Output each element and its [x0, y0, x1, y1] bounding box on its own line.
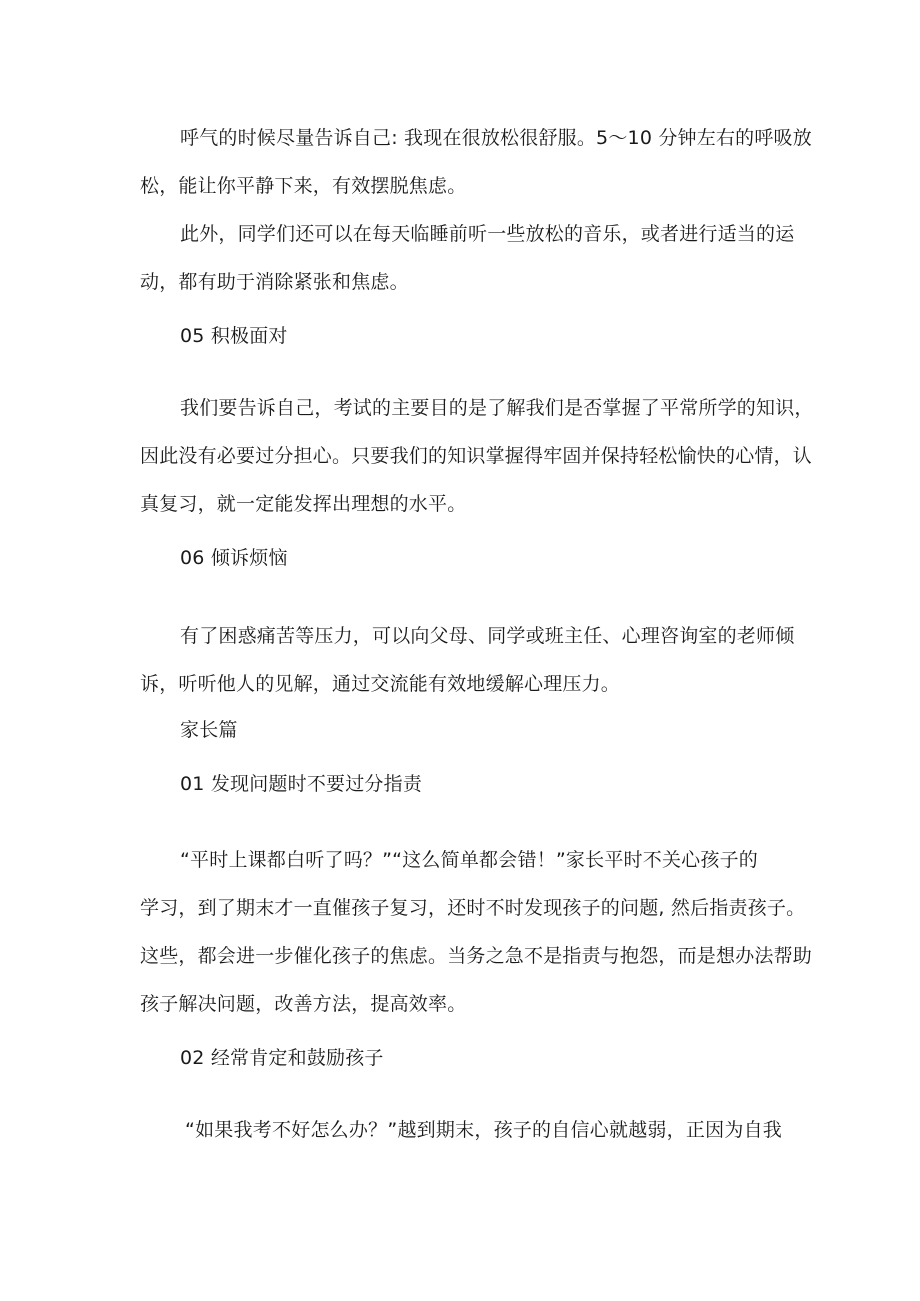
heading-06-confide: 06 倾诉烦恼: [180, 547, 288, 569]
section-title-parents: 家长篇: [180, 719, 238, 741]
paragraph-confide-line2: 诉，听听他人的见解，通过交流能有效地缓解心理压力。: [140, 673, 621, 695]
paragraph-encourage-line1: “如果我考不好怎么办？”越到期末，孩子的自信心就越弱，正因为自我: [185, 1119, 782, 1141]
paragraph-positive-line1: 我们要告诉自己，考试的主要目的是了解我们是否掌握了平常所学的知识，: [180, 397, 814, 419]
paragraph-no-blame-line2: 学习，到了期末才一直催孩子复习，还时不时发现孩子的问题, 然后指责孩子。: [140, 897, 806, 919]
paragraph-no-blame-line3: 这些，都会进一步催化孩子的焦虑。当务之急不是指责与抱怨，而是想办法帮助: [140, 945, 813, 967]
paragraph-breathing-line2: 松，能让你平静下来，有效摆脱焦虑。: [140, 175, 467, 197]
paragraph-positive-line2: 因此没有必要过分担心。只要我们的知识掌握得牢固并保持轻松愉快的心情，认: [140, 445, 813, 467]
heading-02-encourage: 02 经常肯定和鼓励孩子: [180, 1047, 384, 1069]
heading-01-no-blame: 01 发现问题时不要过分指责: [180, 773, 423, 795]
paragraph-music-line2: 动，都有助于消除紧张和焦虑。: [140, 271, 409, 293]
paragraph-breathing-line1: 呼气的时候尽量告诉自己: 我现在很放松很舒服。5～10 分钟左右的呼吸放: [180, 127, 812, 149]
paragraph-confide-line1: 有了困惑痛苦等压力，可以向父母、同学或班主任、心理咨询室的老师倾: [180, 625, 795, 647]
paragraph-no-blame-line4: 孩子解决问题，改善方法，提高效率。: [140, 993, 467, 1015]
heading-05-positive: 05 积极面对: [180, 325, 288, 347]
paragraph-music-line1: 此外，同学们还可以在每天临睡前听一些放松的音乐，或者进行适当的运: [180, 223, 795, 245]
paragraph-no-blame-line1: “平时上课都白听了吗？”“这么简单都会错！”家长平时不关心孩子的: [180, 849, 758, 871]
paragraph-positive-line3: 真复习，就一定能发挥出理想的水平。: [140, 493, 467, 515]
